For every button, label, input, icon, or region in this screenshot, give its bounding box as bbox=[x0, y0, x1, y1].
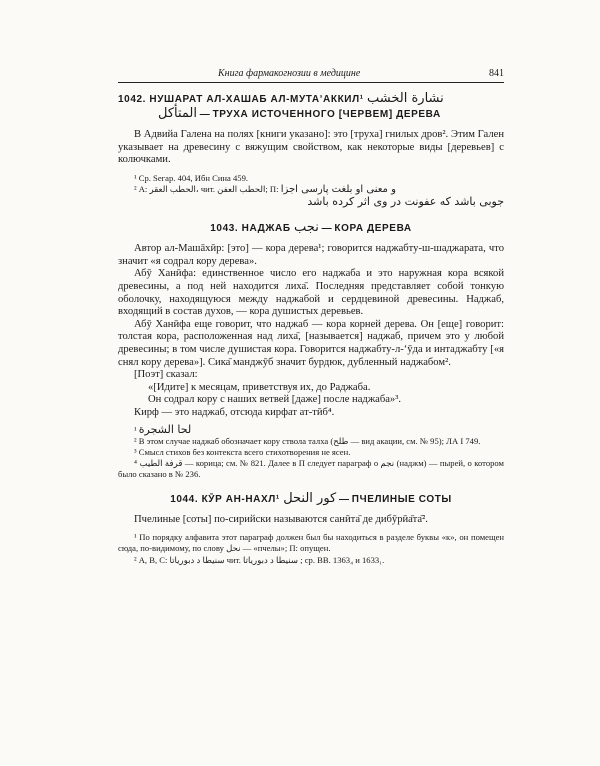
entry-1043-footnote-3: ³ Смысл стихов без контекста всего стихотворения не ясен. bbox=[134, 446, 351, 457]
running-title: Книга фармакогнозии в медицине bbox=[218, 68, 361, 79]
entry-1044-title: 1044. КӮР АН-НАХЛ¹ bbox=[170, 493, 280, 505]
entry-1044-footnote-2: ² А, В, С: سنیطا د دبوریاتا чит. سنیطا د دبوریاتا ; ср. BB. 1363₄ и 1633₁. bbox=[134, 554, 385, 565]
entry-1042-body: В Адвийа Галена на полях [книги указано]: это [труха] гнилых дров². Этим Гален указывает на древесину с вяжущим свойством, как некоторые виды [деревьев] с колючками. bbox=[118, 129, 504, 166]
entry-1043-footnote-2: ² В этом случае наджаб обозначает кору ствола талха (طلح — вид акации, см. № 95); ЛА I 749. bbox=[134, 435, 481, 446]
entry-1042-footnote-2-arabic: و معنی او بلغت پارسی اجزا bbox=[280, 183, 396, 195]
entry-1043-para-2: Абӯ Ханӣфа: единственное число его наджаба и это наружная кора всякой древесины, а под ней находится лиха̄. Последняя представляет собой тонкую оболочку, находящуюся между наджабой и сердцевиной древесины. Наджаб, входящий в состав духов, — кора душистых деревьев. bbox=[118, 268, 504, 318]
entry-1043-subtitle: — КОРА ДЕРЕВА bbox=[321, 223, 412, 235]
entry-1042-footnote-2 bbox=[118, 184, 504, 195]
entry-1042-footnote-1: ¹ Ср. Seгар. 404, Ибн Сина 459. bbox=[134, 172, 249, 183]
entry-1044 bbox=[118, 491, 504, 566]
entry-1043-footnote-1 bbox=[118, 424, 504, 436]
entry-1043-footnote-4: ⁴ قرفة الطيب — корица; см. № 821. Далее в П следует параграф о نجم (наджм) — пырей, о котором было сказано в № 236. bbox=[118, 458, 504, 480]
entry-1043-para-1: Автор ал-Машāхӣр: [это] — кора дерева¹; говорится наджабту-ш-шаджарата, что значит «я содрал кору дерева». bbox=[118, 243, 504, 267]
entry-1042-title: 1042. НУШАРАТ АЛ-ХАШАБ АЛ-МУТАʼАККИЛ¹ bbox=[118, 94, 364, 105]
entry-1042-arabic-2: المتأكل bbox=[158, 106, 198, 121]
entry-1043-verse-2: Он содрал кору с наших ветвей [даже] после наджаба»³. bbox=[148, 394, 402, 406]
entry-1042-heading-2 bbox=[118, 106, 504, 121]
entry-1043-para-3: Абӯ Ханӣфа еще говорит, что наджаб — кора корней дерева. Он [еще] говорит: толстая кора, расположенная над лиха̄, [называется] наджаб, причем это у любой древесины; в том числе душистая кора. Говорится наджабту-л-ʻӯда и интаджабту [«я снял кору дерева»]. Сика̄ манджӯб значит бурдюк, дубленный наджабом². bbox=[118, 318, 504, 368]
entry-1043-verse-1: «[Идите] к месяцам, приветствуя их, до Раджаба. bbox=[148, 381, 371, 393]
entry-1042-arabic-1: نشارة الخشب bbox=[367, 91, 444, 106]
entry-1043-para-4: [Поэт] сказал: bbox=[134, 369, 198, 381]
entry-1044-heading bbox=[118, 491, 504, 506]
entry-1042-footnote-2-text: ² А: الحطب العقر، чит. الحطب العفن; П: bbox=[134, 183, 279, 194]
entry-1043-title: 1043. НАДЖАБ bbox=[210, 223, 291, 235]
entry-1043-para-5: Кирф — это наджаб, отсюда кирфат ат-тӣб⁴. bbox=[134, 406, 335, 418]
entry-1044-footnote-1: ¹ По порядку алфавита этот параграф должен был бы находиться в разделе буквы «к», он помещен сюда, по-видимому, по слову نحل — «пчелы»; П: опущен. bbox=[118, 532, 504, 554]
entry-1043-footnote-1-arabic: لحا الشجرة bbox=[138, 422, 192, 436]
page-number: 841 bbox=[489, 68, 504, 79]
entry-1042 bbox=[118, 91, 504, 208]
entry-1042-heading bbox=[118, 91, 504, 106]
header-rule bbox=[118, 82, 504, 83]
entry-1043-heading bbox=[118, 220, 504, 235]
entry-1044-subtitle: — ПЧЕЛИНЫЕ СОТЫ bbox=[339, 493, 452, 505]
entry-1043-footnote-1-num: ¹ bbox=[134, 424, 137, 435]
entry-1043 bbox=[118, 220, 504, 480]
entry-1043-arabic: نجب bbox=[294, 220, 319, 236]
book-page bbox=[118, 68, 504, 566]
entry-1044-arabic: كور النحل bbox=[283, 490, 337, 506]
running-header bbox=[118, 68, 504, 82]
entry-1042-footnote-2-arabic-line: جوبی باشد که عفونت در وی اثر کرده باشد bbox=[307, 195, 504, 209]
entry-1042-subtitle: — ТРУХА ИСТОЧЕННОГО [ЧЕРВЕМ] ДЕРЕВА bbox=[199, 109, 441, 120]
entry-1044-body: Пчелиные [соты] по-сирийски называются санӣта̄ де дибӯрӣа̄та̄². bbox=[134, 513, 428, 525]
